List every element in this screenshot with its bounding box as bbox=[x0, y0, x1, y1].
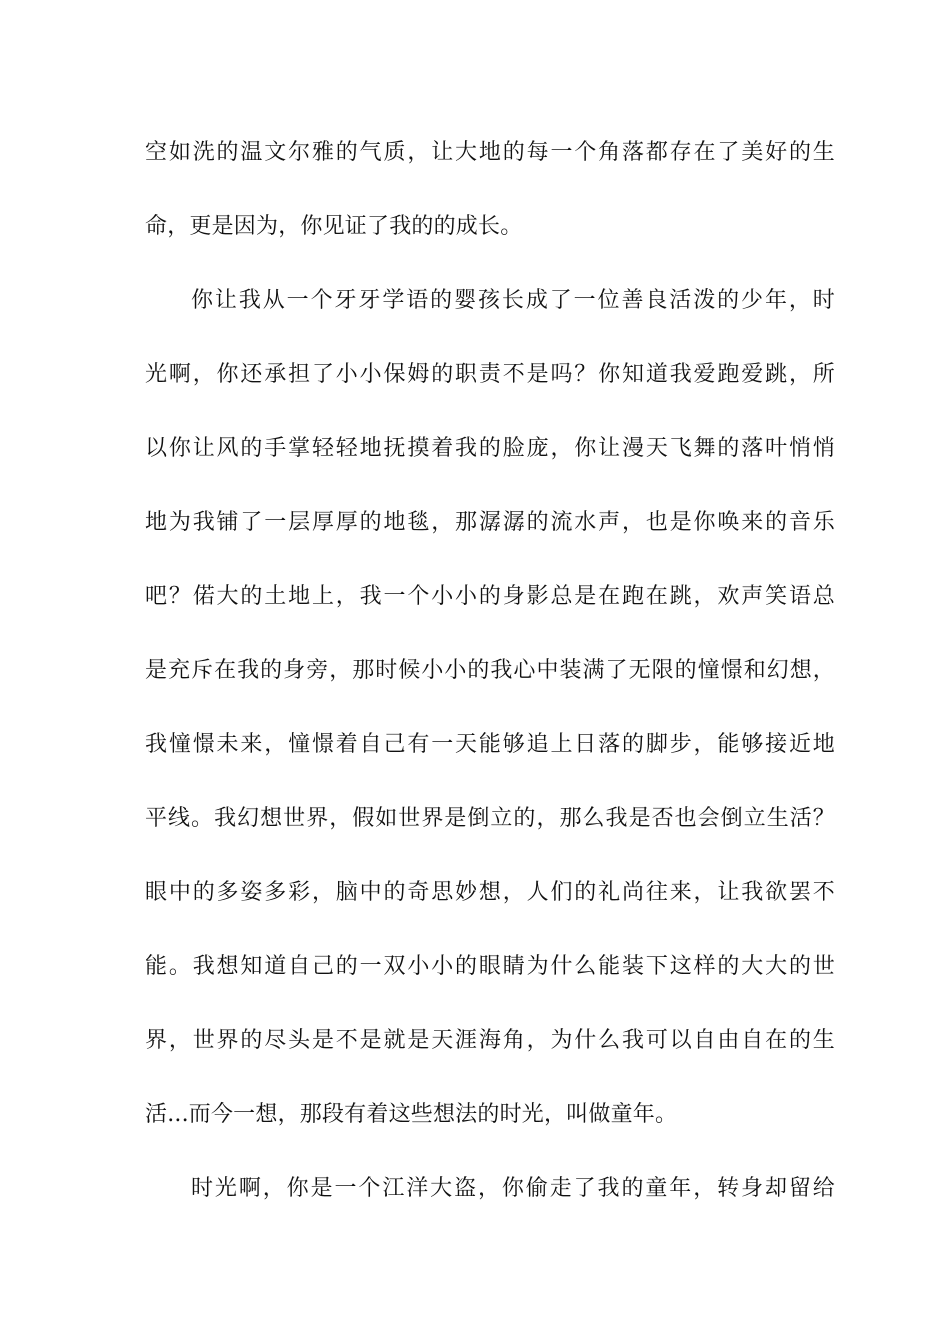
text-line: 能。我想知道自己的一双小小的眼睛为什么能装下这样的大大的世 bbox=[145, 954, 835, 979]
text-line: 是充斥在我的身旁，那时候小小的我心中装满了无限的憧憬和幻想， bbox=[145, 658, 835, 683]
text-line: 眼中的多姿多彩，脑中的奇思妙想，人们的礼尚往来，让我欲罢不 bbox=[145, 880, 835, 905]
text-line: 活...而今一想，那段有着这些想法的时光，叫做童年。 bbox=[145, 1102, 678, 1127]
text-line: 命，更是因为，你见证了我的的成长。 bbox=[145, 214, 523, 239]
text-line: 以你让风的手掌轻轻地抚摸着我的脸庞，你让漫天飞舞的落叶悄悄 bbox=[145, 436, 835, 461]
paragraph-first-line: 你让我从一个牙牙学语的婴孩长成了一位善良活泼的少年，时 bbox=[191, 288, 835, 313]
body-text bbox=[145, 133, 835, 1243]
paragraph-first-line: 时光啊，你是一个江洋大盗，你偷走了我的童年，转身却留给 bbox=[191, 1176, 835, 1201]
text-line: 界，世界的尽头是不是就是天涯海角，为什么我可以自由自在的生 bbox=[145, 1028, 835, 1053]
text-line: 地为我铺了一层厚厚的地毯，那潺潺的流水声，也是你唤来的音乐 bbox=[145, 510, 835, 535]
text-line: 平线。我幻想世界，假如世界是倒立的，那么我是否也会倒立生活？ bbox=[145, 806, 835, 831]
text-line: 我憧憬未来，憧憬着自己有一天能够追上日落的脚步，能够接近地 bbox=[145, 732, 835, 757]
text-line: 空如洗的温文尔雅的气质，让大地的每一个角落都存在了美好的生 bbox=[145, 140, 835, 165]
text-line: 吧？偌大的土地上，我一个小小的身影总是在跑在跳，欢声笑语总 bbox=[145, 584, 835, 609]
text-line: 光啊，你还承担了小小保姆的职责不是吗？你知道我爱跑爱跳，所 bbox=[145, 362, 835, 387]
